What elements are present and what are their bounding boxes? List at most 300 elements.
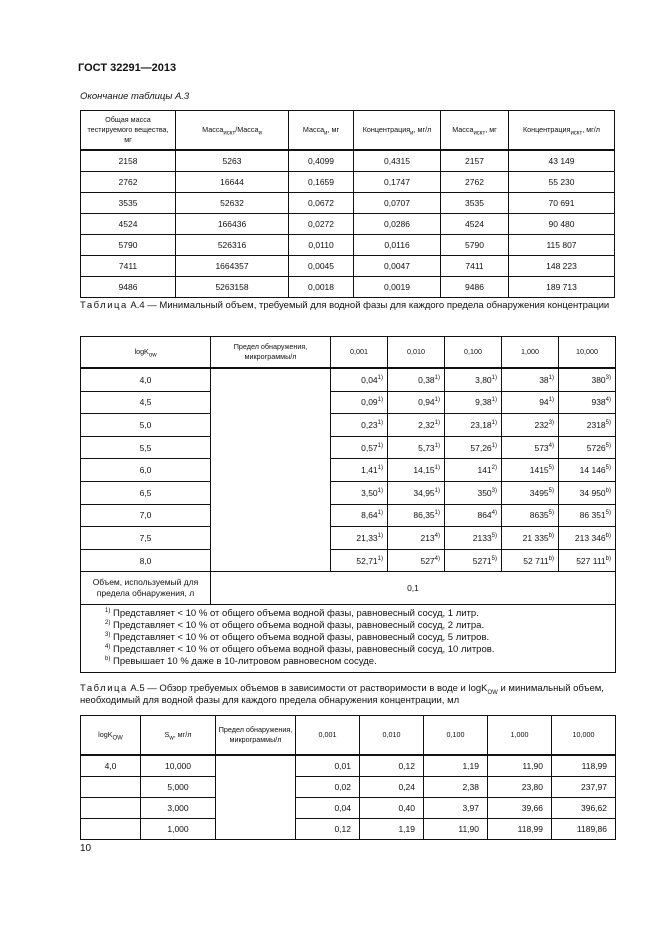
- header-limit-value: 0,100: [445, 337, 502, 369]
- table-cell: 0,4315: [354, 150, 441, 172]
- volume-cell: [502, 414, 559, 437]
- volume-value: 1415: [529, 465, 549, 476]
- caption-title: Таблица: [80, 300, 128, 311]
- table-a3-header: [81, 111, 615, 151]
- table-cell: 5790: [441, 235, 509, 256]
- table-cell: 5263: [176, 150, 289, 172]
- logk-cell: 6,5: [81, 481, 211, 504]
- table-cell: 0,1659: [289, 172, 354, 193]
- footnote-ref: 5): [548, 510, 554, 517]
- volume-value: 527: [420, 555, 435, 566]
- header-text: Концентрация: [362, 125, 411, 134]
- volume-value: 38: [539, 374, 549, 385]
- volume-cell: [331, 549, 388, 572]
- header-limit-value: 0,010: [388, 337, 445, 369]
- table-row: [81, 481, 616, 504]
- volume-value: 21 335: [522, 532, 549, 543]
- table-cell: 2157: [441, 150, 509, 172]
- header-text: logK: [98, 730, 113, 739]
- table-row: [81, 256, 615, 277]
- table-row: [81, 193, 615, 214]
- logk-cell: 4,0: [81, 755, 141, 777]
- volume-cell: 0,12: [360, 755, 424, 777]
- table-cell: 9486: [441, 277, 509, 298]
- header-limit-value: 0,010: [360, 716, 424, 756]
- header-text: , мг: [485, 125, 497, 134]
- table-a3-caption: Окончание таблицы А.3: [80, 91, 190, 102]
- footnote-mark: 3): [105, 632, 111, 639]
- logk-cell: 6,0: [81, 459, 211, 482]
- table-a5: [80, 715, 616, 840]
- header-text: Масса: [302, 125, 325, 134]
- footnote-ref: 1): [377, 442, 383, 449]
- table-row: [81, 214, 615, 235]
- volume-cell: [331, 459, 388, 482]
- header-text: Масса: [202, 125, 224, 134]
- volume-cell: [331, 368, 388, 391]
- footnote-ref: 1): [377, 397, 383, 404]
- volume-value: 34 950: [579, 487, 606, 498]
- logk-cell: 5,5: [81, 436, 211, 459]
- logk-cell: 8,0: [81, 549, 211, 572]
- table-row: [81, 819, 616, 840]
- volume-value: 232: [534, 419, 549, 430]
- header-subscript: искт: [473, 130, 486, 137]
- table-cell: 3535: [81, 193, 176, 214]
- page-number: 10: [80, 843, 92, 854]
- volume-cell: [388, 459, 445, 482]
- header-limit: Предел обнаружения, микрограммы/л: [216, 716, 296, 756]
- volume-value: 1,41: [361, 465, 378, 476]
- volume-cell: 396,62: [552, 798, 616, 819]
- volume-cell: [502, 368, 559, 391]
- logk-cell: 5,0: [81, 414, 211, 437]
- header-cell: [441, 111, 509, 151]
- header-limit-value: 0,001: [296, 716, 360, 756]
- footnote-ref: 1): [377, 555, 383, 562]
- volume-cell: 0,40: [360, 798, 424, 819]
- header-limit-value: 1,000: [502, 337, 559, 369]
- table-row: [81, 368, 616, 391]
- volume-cell: [559, 368, 616, 391]
- volume-cell: [559, 504, 616, 527]
- table-cell: 0,0019: [354, 277, 441, 298]
- document-id: ГОСТ 32291—2013: [78, 62, 177, 74]
- caption-title: Таблица: [80, 683, 128, 694]
- volume-cell: [502, 391, 559, 414]
- header-text: Масса: [452, 125, 474, 134]
- table-cell: 189 713: [509, 277, 615, 298]
- table-cell: 2762: [441, 172, 509, 193]
- volume-value: 5726: [586, 442, 606, 453]
- caption-text: — Обзор требуемых объемов в зависимости от растворимости в воде и logK: [144, 683, 488, 694]
- sw-cell: 1,000: [141, 819, 216, 840]
- table-cell: 2158: [81, 150, 176, 172]
- header-cell: [176, 111, 289, 151]
- volume-value: 86,35: [413, 510, 435, 521]
- header-subscript: ow: [148, 352, 157, 359]
- logk-cell: 7,0: [81, 504, 211, 527]
- table-cell: 5263158: [176, 277, 289, 298]
- table-cell: 1664357: [176, 256, 289, 277]
- volume-cell: 0,12: [296, 819, 360, 840]
- volume-cell: [559, 481, 616, 504]
- header-subscript: w: [169, 735, 174, 742]
- footnote: [105, 608, 611, 620]
- footnote-text: Превышает 10 % даже в 10-литровом равновесном сосуде.: [112, 656, 377, 668]
- table-a4-body: [81, 368, 616, 572]
- volume-value: 57,26: [470, 442, 492, 453]
- header-subscript: искт: [223, 130, 236, 137]
- header-text: , мг/л: [413, 125, 432, 134]
- volume-cell: 39,66: [488, 798, 552, 819]
- volume-cell: [502, 527, 559, 550]
- volume-value: 3,50: [361, 487, 378, 498]
- table-cell: 0,0110: [289, 235, 354, 256]
- table-row: [81, 798, 616, 819]
- volume-value: 34,95: [413, 487, 435, 498]
- volume-value: 213 346: [574, 532, 606, 543]
- table-cell: 43 149: [509, 150, 615, 172]
- volume-cell: [445, 414, 502, 437]
- volume-cell: [502, 481, 559, 504]
- volume-value: 0,94: [418, 397, 435, 408]
- volume-cell: [388, 436, 445, 459]
- table-cell: 9486: [81, 277, 176, 298]
- header-limit-value: 10,000: [559, 337, 616, 369]
- volume-cell: [331, 481, 388, 504]
- volume-value: 0,23: [361, 419, 378, 430]
- footnote-ref: 3): [605, 374, 611, 381]
- volume-cell: [559, 436, 616, 459]
- volume-cell: [388, 391, 445, 414]
- volume-value: 864: [477, 510, 492, 521]
- volume-cell: 0,24: [360, 777, 424, 798]
- volume-cell: [502, 436, 559, 459]
- footnote-ref: 1): [434, 487, 440, 494]
- header-text: /Масса: [235, 125, 259, 134]
- volume-cell: [445, 504, 502, 527]
- caption-text: — Минимальный объем, требуемый для водной фазы для каждого предела обнаружения концентрации: [144, 300, 610, 311]
- volume-cell: 1,19: [360, 819, 424, 840]
- volume-cell: [388, 414, 445, 437]
- header-logk: [81, 716, 141, 756]
- volume-cell: 1189,86: [552, 819, 616, 840]
- logk-cell: [81, 819, 141, 840]
- volume-cell: [559, 459, 616, 482]
- sw-cell: 10,000: [141, 755, 216, 777]
- volume-cell: [445, 549, 502, 572]
- table-cell: 16644: [176, 172, 289, 193]
- volume-cell: 1,19: [424, 755, 488, 777]
- volume-cell: 11,90: [424, 819, 488, 840]
- header-text: S: [164, 730, 170, 739]
- footnote-mark: 1): [105, 608, 111, 615]
- table-row: [81, 414, 616, 437]
- table-cell: 526316: [176, 235, 289, 256]
- volume-cell: [502, 549, 559, 572]
- header-limit: Предел обнаружения, микрограммы/л: [211, 337, 331, 369]
- footnote-ref: 5): [548, 465, 554, 472]
- volume-value: 0,38: [418, 374, 435, 385]
- header-logk: [81, 337, 211, 369]
- table-row: [81, 549, 616, 572]
- volume-cell: 0,02: [296, 777, 360, 798]
- table-cell: 7411: [441, 256, 509, 277]
- footnote-ref: 1): [377, 510, 383, 517]
- footnote-ref: 1): [548, 397, 554, 404]
- volume-value: 213: [420, 532, 435, 543]
- header-limit-value: 0,100: [424, 716, 488, 756]
- volume-value: 5,73: [418, 442, 435, 453]
- footnote-ref: 5): [605, 510, 611, 517]
- volume-value: 938: [591, 397, 606, 408]
- footnote: [105, 620, 611, 632]
- footnote: [105, 644, 611, 656]
- caption-subscript: OW: [487, 689, 498, 696]
- footnote-ref: 4): [548, 442, 554, 449]
- table-cell: 0,1747: [354, 172, 441, 193]
- volume-value: 52,71: [356, 555, 378, 566]
- volume-value: 380: [591, 374, 606, 385]
- volume-cell: 0,04: [296, 798, 360, 819]
- footnote-ref: b): [548, 555, 554, 562]
- footnote-text: Представляет < 10 % от общего объема водной фазы, равновесный сосуд, 10 литров.: [112, 644, 495, 656]
- volume-cell: 23,80: [488, 777, 552, 798]
- footnote-ref: 1): [434, 510, 440, 517]
- table-row: [81, 504, 616, 527]
- volume-value: 3495: [529, 487, 549, 498]
- volume-cell: 11,90: [488, 755, 552, 777]
- volume-value: 8635: [529, 510, 549, 521]
- header-subscript: OW: [112, 735, 123, 742]
- table-a3-body: [81, 150, 615, 298]
- volume-value: 2133: [472, 532, 492, 543]
- volume-cell: [331, 436, 388, 459]
- table-a4-notes: [81, 605, 616, 673]
- footnote-ref: 1): [434, 420, 440, 427]
- footnote-mark: 4): [105, 644, 111, 651]
- header-text: logK: [134, 347, 149, 356]
- table-cell: 0,0018: [289, 277, 354, 298]
- volume-cell: [388, 481, 445, 504]
- volume-value: 14,15: [413, 465, 435, 476]
- volume-cell: [445, 527, 502, 550]
- table-a5-body: [81, 755, 616, 840]
- table-cell: 148 223: [509, 256, 615, 277]
- volume-cell: [445, 481, 502, 504]
- table-row: [81, 436, 616, 459]
- volume-cell: [388, 549, 445, 572]
- caption-number: А.5: [130, 683, 145, 694]
- footnote-ref: 4): [605, 397, 611, 404]
- header-text: , мг: [327, 125, 340, 134]
- table-cell: 90 480: [509, 214, 615, 235]
- table-cell: 0,0047: [354, 256, 441, 277]
- table-row: [81, 777, 616, 798]
- volume-label: Объем, используемый для предела обнаружения, л: [81, 572, 211, 605]
- footnote-ref: 1): [491, 374, 497, 381]
- footnote-ref: 5): [548, 487, 554, 494]
- table-a4-caption: [80, 300, 615, 312]
- footnote-ref: 5): [605, 442, 611, 449]
- volume-cell: 0,01: [296, 755, 360, 777]
- table-cell: 0,4099: [289, 150, 354, 172]
- footnote-ref: 4): [434, 555, 440, 562]
- footnote-ref: 1): [434, 397, 440, 404]
- volume-cell: 118,99: [552, 755, 616, 777]
- volume-value: 52 711: [523, 555, 549, 566]
- footnote-ref: 1): [377, 374, 383, 381]
- volume-cell: [502, 504, 559, 527]
- volume-cell: [331, 414, 388, 437]
- table-cell: 0,0672: [289, 193, 354, 214]
- table-cell: 0,0707: [354, 193, 441, 214]
- table-cell: 0,0286: [354, 214, 441, 235]
- header-text: , мг/л: [582, 125, 600, 134]
- table-row: [81, 391, 616, 414]
- footnote-ref: 1): [377, 533, 383, 540]
- caption-text: и минимальный объем, необходимый для водной фазы для каждого предела обнаружения концентрации, мл: [80, 683, 604, 706]
- volume-value: 14 146: [579, 465, 606, 476]
- footnote-mark: b): [105, 656, 111, 663]
- table-row: [81, 527, 616, 550]
- footnote: [105, 656, 611, 668]
- footnote-ref: 4): [434, 533, 440, 540]
- table-cell: 55 230: [509, 172, 615, 193]
- footnote-ref: b): [605, 555, 611, 562]
- header-text: , мг/л: [173, 730, 192, 739]
- footnote-ref: 1): [548, 374, 554, 381]
- logk-cell: 7,5: [81, 527, 211, 550]
- footnote-ref: 1): [377, 465, 383, 472]
- header-text: Общая масса тестируемого вещества, мг: [87, 115, 169, 144]
- header-text: Концентрация: [522, 125, 571, 134]
- footnote-ref: 1): [434, 442, 440, 449]
- table-cell: 166436: [176, 214, 289, 235]
- limit-empty-cell: [216, 755, 296, 840]
- table-a5-header: [81, 716, 616, 756]
- volume-cell: [559, 391, 616, 414]
- volume-cell: 3,97: [424, 798, 488, 819]
- volume-cell: [559, 414, 616, 437]
- footnote-ref: 3): [491, 487, 497, 494]
- table-a4: [80, 336, 616, 673]
- volume-value: 350: [477, 487, 492, 498]
- volume-value: 94: [539, 397, 549, 408]
- table-row: [81, 277, 615, 298]
- footnote-ref: 1): [434, 374, 440, 381]
- footnote-ref: 5): [491, 555, 497, 562]
- footnote-ref: 1): [434, 465, 440, 472]
- sw-cell: 3,000: [141, 798, 216, 819]
- header-subscript: и: [258, 130, 262, 137]
- footnote-ref: 4): [491, 510, 497, 517]
- volume-value: 2318: [586, 419, 606, 430]
- table-cell: 0,0272: [289, 214, 354, 235]
- volume-value: 141: [477, 465, 492, 476]
- volume-cell: [502, 459, 559, 482]
- table-cell: 4524: [441, 214, 509, 235]
- volume-cell: [331, 504, 388, 527]
- caption-number: А.4: [130, 300, 145, 311]
- volume-value: 0,09: [361, 397, 378, 408]
- volume-value: 0,04: [361, 374, 378, 385]
- table-cell: 2762: [81, 172, 176, 193]
- table-a4-header: [81, 337, 616, 369]
- header-cell: [289, 111, 354, 151]
- footnote-ref: b): [605, 487, 611, 494]
- header-limit-value: 0,001: [331, 337, 388, 369]
- volume-cell: [559, 549, 616, 572]
- table-row: [81, 150, 615, 172]
- volume-cell: [331, 391, 388, 414]
- logk-cell: 4,5: [81, 391, 211, 414]
- limit-empty-cell: [211, 368, 331, 572]
- volume-cell: [388, 527, 445, 550]
- table-cell: 5790: [81, 235, 176, 256]
- header-subscript: искт: [570, 130, 583, 137]
- table-cell: 70 691: [509, 193, 615, 214]
- header-cell: [509, 111, 615, 151]
- footnote-ref: 2): [491, 465, 497, 472]
- volume-cell: [388, 504, 445, 527]
- table-a4-footer: [81, 572, 616, 673]
- table-cell: 115 807: [509, 235, 615, 256]
- header-cell: [81, 111, 176, 151]
- volume-value: 3,80: [475, 374, 492, 385]
- table-a5-caption: [80, 683, 615, 707]
- volume-cell: [331, 527, 388, 550]
- table-row: [81, 235, 615, 256]
- footnote-ref: 1): [491, 420, 497, 427]
- footnote-ref: 5): [605, 465, 611, 472]
- table-cell: 0,0045: [289, 256, 354, 277]
- volume-cell: [559, 527, 616, 550]
- table-cell: 0,0116: [354, 235, 441, 256]
- volume-value: 23,18: [470, 419, 492, 430]
- volume-cell: [445, 459, 502, 482]
- header-limit-value: 1,000: [488, 716, 552, 756]
- volume-value: 0,1: [211, 572, 616, 605]
- table-cell: 7411: [81, 256, 176, 277]
- table-a3: [80, 110, 615, 298]
- footnote-ref: b): [605, 533, 611, 540]
- volume-cell: [445, 436, 502, 459]
- volume-cell: [445, 368, 502, 391]
- table-cell: 4524: [81, 214, 176, 235]
- footnote: [105, 632, 611, 644]
- table-row: [81, 459, 616, 482]
- volume-value: 527 111: [576, 555, 606, 566]
- logk-cell: [81, 798, 141, 819]
- volume-cell: 118,99: [488, 819, 552, 840]
- volume-cell: [388, 368, 445, 391]
- logk-cell: [81, 777, 141, 798]
- volume-value: 2,32: [418, 419, 435, 430]
- volume-value: 573: [534, 442, 549, 453]
- table-row: [81, 755, 616, 777]
- volume-value: 8,64: [361, 510, 378, 521]
- footnote-ref: 1): [491, 397, 497, 404]
- header-sw: [141, 716, 216, 756]
- volume-value: 9,38: [475, 397, 492, 408]
- footnote-mark: 2): [105, 620, 111, 627]
- footnote-ref: b): [548, 533, 554, 540]
- sw-cell: 5,000: [141, 777, 216, 798]
- table-cell: 3535: [441, 193, 509, 214]
- volume-cell: 2,38: [424, 777, 488, 798]
